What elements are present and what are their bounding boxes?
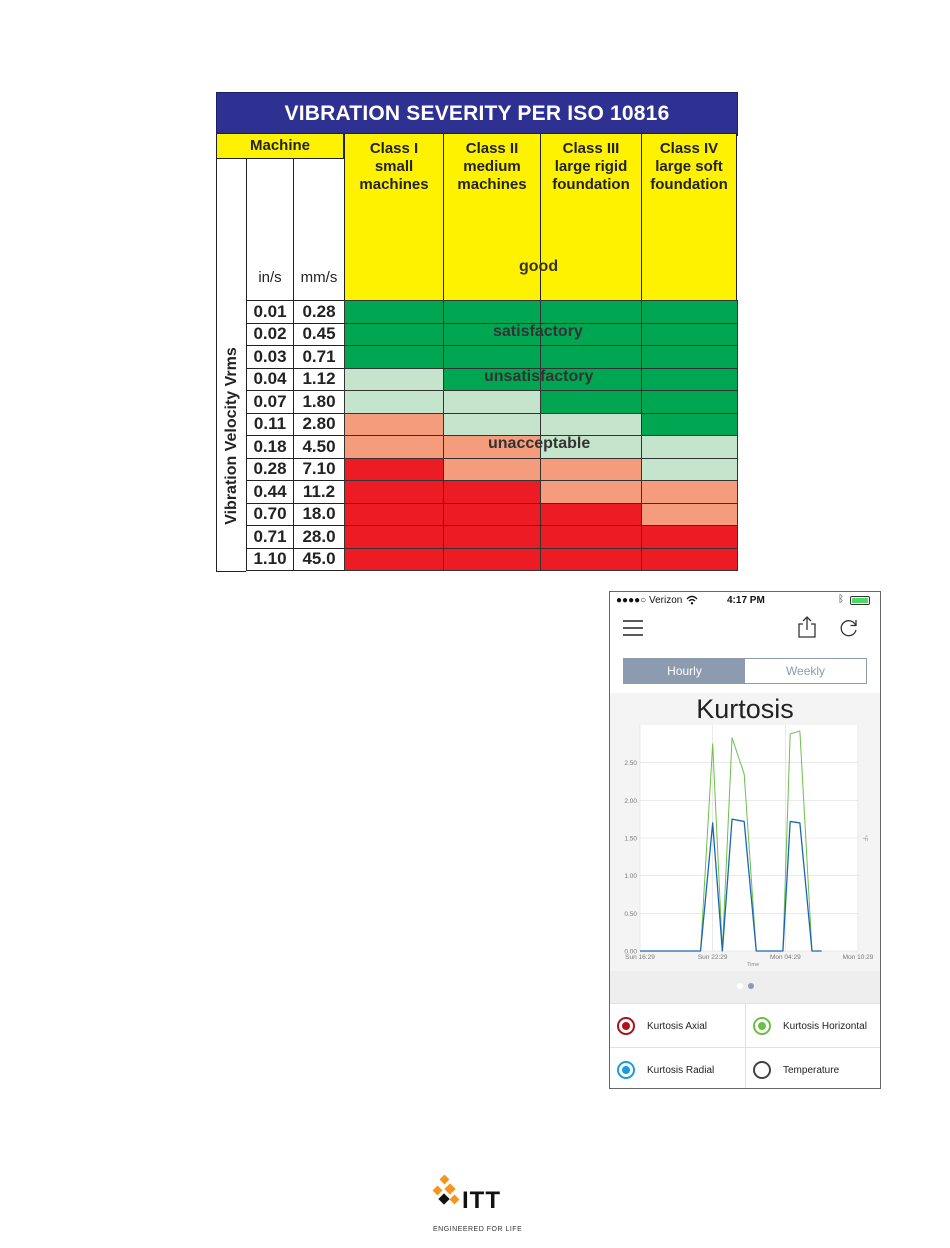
severity-cell-unacceptable: [443, 503, 542, 527]
severity-cell-satisfactory: [344, 390, 445, 414]
severity-cell-unsatisfactory: [540, 458, 643, 482]
velocity-in-cell: 0.18: [246, 435, 294, 459]
legend-item-axial[interactable]: [617, 1004, 707, 1048]
legend-item-horizontal[interactable]: [753, 1004, 867, 1048]
velocity-mm-cell: 28.0: [293, 525, 345, 549]
class-header-line: foundation: [552, 176, 630, 193]
x-tick-label: Mon 04:29: [769, 954, 801, 961]
severity-cell-unacceptable: [344, 480, 445, 504]
zone-label-unsatisfactory: unsatisfactory: [484, 368, 594, 385]
unit-blank: [216, 158, 247, 301]
table-title: VIBRATION SEVERITY PER ISO 10816: [216, 92, 738, 136]
class-header-line: machines: [359, 176, 429, 193]
kurtosis-chart: [610, 693, 880, 971]
battery-icon: [850, 596, 870, 605]
zone-label-unacceptable: unacceptable: [488, 435, 591, 452]
severity-cell-unacceptable: [344, 503, 445, 527]
velocity-mm-cell: 4.50: [293, 435, 345, 459]
page-dot-1[interactable]: [737, 983, 743, 989]
class-header-line: Class I: [369, 140, 419, 157]
vibration-velocity-label: [216, 300, 246, 572]
vibration-velocity-text: Vibration Velocity Vrms: [222, 346, 240, 525]
legend-label-axial: Kurtosis Axial: [647, 1020, 708, 1032]
phone-screenshot: [609, 591, 881, 1089]
bluetooth-icon: ᛒ: [838, 594, 844, 605]
velocity-in-cell: 1.10: [246, 548, 294, 572]
severity-cell-unsatisfactory: [641, 480, 738, 504]
severity-cell-good: [344, 345, 445, 369]
legend-label-temperature: Temperature: [783, 1064, 840, 1076]
legend-label-horizontal: Kurtosis Horizontal: [783, 1020, 867, 1032]
severity-cell-good: [641, 345, 738, 369]
legend-item-temperature[interactable]: [753, 1048, 839, 1089]
severity-cell-unsatisfactory: [344, 413, 445, 437]
legend-swatch-temperature: [753, 1061, 771, 1079]
severity-cell-good: [641, 368, 738, 392]
refresh-icon[interactable]: [838, 617, 860, 639]
severity-cell-unacceptable: [540, 503, 643, 527]
y-tick-label: 0.50: [624, 910, 637, 918]
velocity-in-cell: 0.01: [246, 300, 294, 324]
velocity-mm-cell: 18.0: [293, 503, 345, 527]
zone-label-good: good: [519, 258, 559, 275]
class-header-4: [641, 133, 737, 301]
severity-cell-unacceptable: [641, 548, 738, 572]
severity-cell-good: [540, 345, 643, 369]
severity-cell-satisfactory: [443, 390, 542, 414]
velocity-in-cell: 0.44: [246, 480, 294, 504]
severity-cell-unacceptable: [443, 548, 542, 572]
itt-mark-icon: [432, 1175, 462, 1215]
severity-cell-good: [540, 300, 643, 324]
machine-header: Machine: [216, 133, 344, 159]
legend-swatch-radial: [617, 1061, 635, 1079]
severity-cell-unacceptable: [443, 525, 542, 549]
severity-cell-unsatisfactory: [540, 480, 643, 504]
tab-hourly[interactable]: Hourly: [624, 659, 745, 683]
logo-wordmark: ITT: [462, 1187, 501, 1214]
severity-cell-unacceptable: [344, 458, 445, 482]
severity-cell-unacceptable: [540, 525, 643, 549]
velocity-in-cell: 0.71: [246, 525, 294, 549]
severity-cell-good: [641, 300, 738, 324]
y-tick-label: 1.50: [624, 835, 637, 843]
severity-cell-satisfactory: [540, 413, 643, 437]
velocity-mm-cell: 1.12: [293, 368, 345, 392]
class-header-line: Class III: [562, 140, 620, 157]
clock-text: 4:17 PM: [727, 595, 765, 606]
severity-cell-good: [641, 323, 738, 347]
severity-cell-satisfactory: [641, 458, 738, 482]
severity-cell-unsatisfactory: [344, 435, 445, 459]
hamburger-icon[interactable]: [622, 618, 644, 638]
velocity-in-cell: 0.03: [246, 345, 294, 369]
vibration-severity-table: [216, 92, 738, 569]
time-range-toggle: [623, 658, 867, 684]
severity-cell-satisfactory: [443, 413, 542, 437]
class-header-line: small: [374, 158, 414, 175]
severity-cell-good: [443, 300, 542, 324]
severity-cell-unsatisfactory: [641, 503, 738, 527]
x-tick-label: Sun 16:29: [625, 954, 655, 961]
severity-cell-unacceptable: [641, 525, 738, 549]
velocity-mm-cell: 0.28: [293, 300, 345, 324]
wifi-icon: [686, 595, 698, 605]
severity-cell-unacceptable: [443, 480, 542, 504]
zone-label-satisfactory: satisfactory: [493, 323, 583, 340]
severity-cell-good: [344, 323, 445, 347]
velocity-in-cell: 0.70: [246, 503, 294, 527]
severity-cell-good: [443, 345, 542, 369]
unit-in-header: in/s: [246, 158, 294, 301]
legend-label-radial: Kurtosis Radial: [647, 1064, 715, 1076]
velocity-in-cell: 0.28: [246, 458, 294, 482]
class-header-line: Class II: [465, 140, 519, 157]
velocity-mm-cell: 1.80: [293, 390, 345, 414]
velocity-mm-cell: 0.71: [293, 345, 345, 369]
velocity-mm-cell: 11.2: [293, 480, 345, 504]
legend-divider: [745, 1004, 746, 1089]
severity-cell-unacceptable: [344, 548, 445, 572]
velocity-in-cell: 0.11: [246, 413, 294, 437]
severity-cell-good: [641, 390, 738, 414]
class-header-line: medium: [463, 158, 521, 175]
carrier-text: ●●●●○ Verizon: [616, 595, 683, 606]
right-axis-label: °F: [861, 834, 867, 842]
severity-cell-satisfactory: [344, 368, 445, 392]
x-tick-label: Sun 22:29: [697, 954, 728, 961]
class-header-line: large soft: [655, 158, 723, 175]
y-tick-label: 0.00: [624, 948, 637, 956]
velocity-in-cell: 0.02: [246, 323, 294, 347]
severity-cell-good: [641, 413, 738, 437]
class-header-line: machines: [457, 176, 527, 193]
page-indicator: [610, 971, 880, 1003]
tab-weekly[interactable]: Weekly: [745, 659, 866, 683]
severity-cell-unsatisfactory: [443, 458, 542, 482]
page-dot-2[interactable]: [748, 983, 754, 989]
y-tick-label: 2.50: [624, 760, 637, 768]
itt-logo: [432, 1175, 532, 1237]
share-icon[interactable]: [796, 616, 818, 638]
velocity-mm-cell: 7.10: [293, 458, 345, 482]
velocity-mm-cell: 2.80: [293, 413, 345, 437]
x-axis-label: Time: [746, 962, 760, 968]
velocity-mm-cell: 0.45: [293, 323, 345, 347]
severity-cell-good: [344, 300, 445, 324]
unit-mm-header: mm/s: [293, 158, 345, 301]
class-header-1: [344, 133, 444, 301]
y-tick-label: 1.00: [624, 873, 637, 881]
class-header-line: foundation: [650, 176, 728, 193]
x-tick-label: Mon 10:29: [842, 954, 874, 961]
velocity-mm-cell: 45.0: [293, 548, 345, 572]
legend-swatch-axial: [617, 1017, 635, 1035]
severity-cell-unacceptable: [540, 548, 643, 572]
chart-title: Kurtosis: [696, 694, 794, 724]
legend-swatch-horizontal: [753, 1017, 771, 1035]
severity-cell-good: [540, 390, 643, 414]
velocity-in-cell: 0.07: [246, 390, 294, 414]
class-header-line: large rigid: [554, 158, 628, 175]
y-tick-label: 2.00: [624, 797, 637, 805]
class-header-line: Class IV: [659, 140, 719, 157]
status-bar: [610, 592, 880, 610]
velocity-in-cell: 0.04: [246, 368, 294, 392]
legend-item-radial[interactable]: [617, 1048, 714, 1089]
severity-cell-unacceptable: [344, 525, 445, 549]
logo-tagline: ENGINEERED FOR LIFE: [433, 1226, 523, 1233]
severity-cell-satisfactory: [641, 435, 738, 459]
